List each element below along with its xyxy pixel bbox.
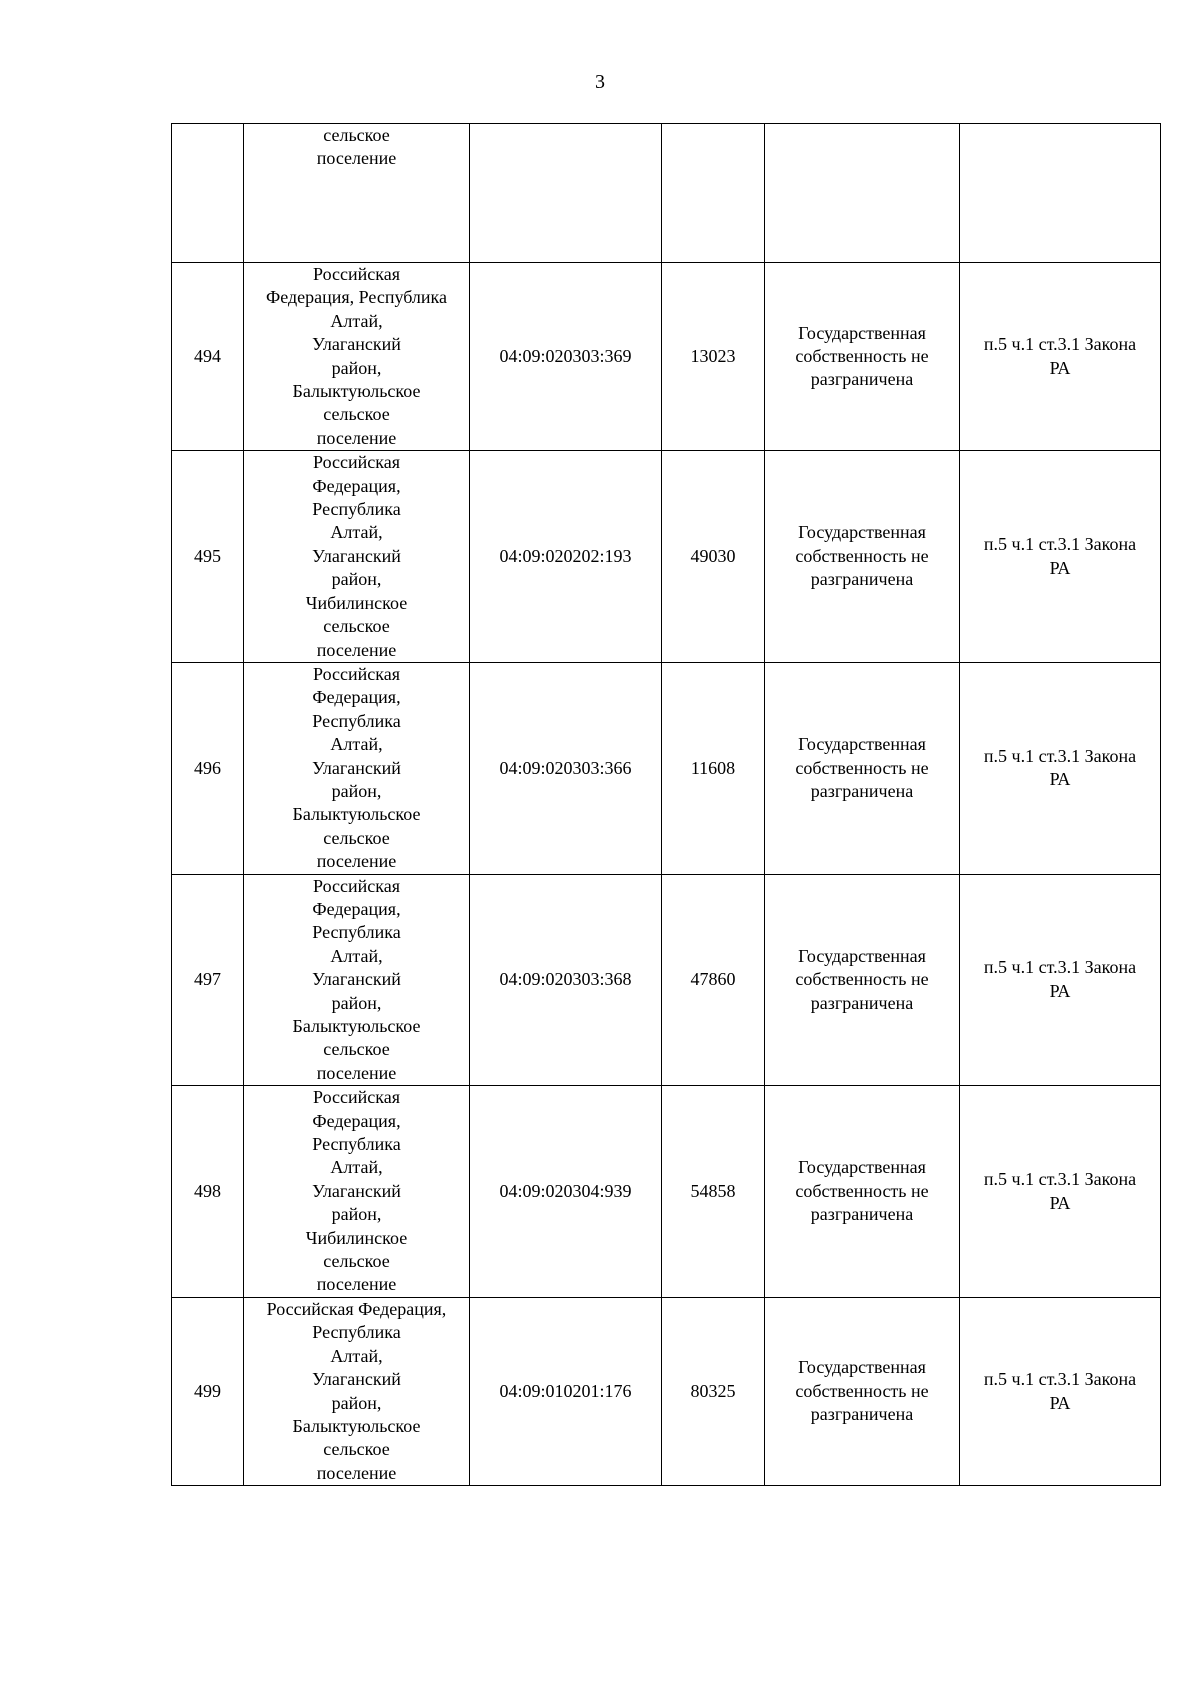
address-line: Федерация, (312, 687, 401, 708)
address-line: поселение (316, 427, 397, 448)
row-number-cell: 496 (172, 662, 244, 874)
address-line: Улаганский (312, 969, 401, 990)
legal-basis-line: п.5 ч.1 ст.3.1 Закона (983, 957, 1137, 978)
legal-basis-line: РА (1049, 1192, 1071, 1213)
address-line: Балыктуюльское (292, 1415, 421, 1436)
legal-basis-cell (960, 874, 1161, 1086)
address-line: Республика (312, 922, 401, 943)
address-line: Российская (313, 875, 400, 896)
address-line: Улаганский (312, 757, 401, 778)
address-cell (244, 1297, 470, 1485)
cadastral-number-cell: 04:09:020304:939 (470, 1086, 662, 1298)
ownership-line: собственность не (795, 969, 929, 990)
address-line: район, (331, 357, 382, 378)
ownership-line: собственность не (795, 345, 929, 366)
address-line: сельское (323, 1039, 390, 1060)
area-cell: 80325 (662, 1297, 765, 1485)
address-line: Российская (313, 663, 400, 684)
legal-basis-cell (960, 1297, 1161, 1485)
address-line: Федерация, Республика (265, 287, 448, 308)
page-number: 3 (595, 71, 605, 93)
ownership-cell (765, 1297, 960, 1485)
ownership-line: собственность не (795, 545, 929, 566)
table-row-continuation (172, 124, 1161, 263)
address-cell (244, 874, 470, 1086)
cadastral-number-cell: 04:09:020303:368 (470, 874, 662, 1086)
ownership-line: разграничена (810, 1204, 914, 1225)
legal-basis-cell (960, 662, 1161, 874)
legal-basis-line: РА (1049, 1392, 1071, 1413)
legal-basis-cell (960, 124, 1161, 263)
cadastral-number-cell: 04:09:020303:366 (470, 662, 662, 874)
address-line: Улаганский (312, 1180, 401, 1201)
ownership-cell (765, 451, 960, 663)
address-line: Республика (312, 499, 401, 520)
row-number-cell: 494 (172, 263, 244, 451)
address-line: Республика (312, 1322, 401, 1343)
address-line: поселение (316, 639, 397, 660)
legal-basis-line: п.5 ч.1 ст.3.1 Закона (983, 1169, 1137, 1190)
legal-basis-line: РА (1049, 769, 1071, 790)
address-line: Республика (312, 1134, 401, 1155)
cadastral-number-cell: 04:09:020303:369 (470, 263, 662, 451)
cadastral-number-cell: 04:09:010201:176 (470, 1297, 662, 1485)
address-line: район, (331, 1392, 382, 1413)
legal-basis-line: РА (1049, 557, 1071, 578)
address-line: сельское (323, 616, 390, 637)
address-line: сельское (323, 827, 390, 848)
ownership-cell (765, 263, 960, 451)
ownership-line: Государственная (798, 1157, 926, 1178)
address-line: Федерация, (312, 475, 401, 496)
legal-basis-line: п.5 ч.1 ст.3.1 Закона (983, 745, 1137, 766)
ownership-line: собственность не (795, 757, 929, 778)
address-line: Алтай, (330, 945, 383, 966)
ownership-line: Государственная (798, 1357, 926, 1378)
table-row (172, 451, 1161, 663)
table-row (172, 874, 1161, 1086)
legal-basis-line: РА (1049, 980, 1071, 1001)
row-number-cell: 498 (172, 1086, 244, 1298)
address-cell (244, 1086, 470, 1298)
ownership-line: разграничена (810, 1404, 914, 1425)
address-line: сельское (323, 1251, 390, 1272)
address-line: Улаганский (312, 545, 401, 566)
address-line: район, (331, 1204, 382, 1225)
ownership-line: разграничена (810, 369, 914, 390)
legal-basis-line: п.5 ч.1 ст.3.1 Закона (983, 534, 1137, 555)
legal-basis-line: п.5 ч.1 ст.3.1 Закона (983, 334, 1137, 355)
address-line: район, (331, 780, 382, 801)
address-line: поселение (316, 1062, 397, 1083)
ownership-line: собственность не (795, 1180, 929, 1201)
ownership-line: Государственная (798, 945, 926, 966)
table-row (172, 1297, 1161, 1485)
row-number-cell (172, 124, 244, 263)
table-row (172, 1086, 1161, 1298)
address-line: Федерация, (312, 898, 401, 919)
address-cell (244, 124, 470, 263)
address-line: Российская (313, 452, 400, 473)
address-cell (244, 263, 470, 451)
address-line: район, (331, 569, 382, 590)
address-line: Улаганский (312, 334, 401, 355)
address-cell (244, 451, 470, 663)
address-line: Российская (313, 264, 400, 284)
land-plots-table (171, 123, 1161, 1486)
ownership-line: собственность не (795, 1380, 929, 1401)
ownership-line: разграничена (810, 780, 914, 801)
address-line: Алтай, (330, 522, 383, 543)
address-line: Алтай, (330, 1345, 383, 1366)
address-line: Балыктуюльское (292, 1016, 421, 1036)
address-line: Республика (312, 710, 401, 731)
legal-basis-cell (960, 263, 1161, 451)
row-number-cell: 497 (172, 874, 244, 1086)
ownership-line: Государственная (798, 734, 926, 755)
address-line: Алтай, (330, 734, 383, 755)
address-line: поселение (316, 1462, 397, 1483)
address-line: Чибилинское (305, 592, 408, 613)
address-line: сельское (323, 125, 390, 145)
row-number-cell: 499 (172, 1297, 244, 1485)
address-line: сельское (323, 1439, 390, 1460)
area-cell: 13023 (662, 263, 765, 451)
address-line: поселение (316, 1274, 397, 1295)
address-line: Балыктуюльское (292, 804, 421, 825)
ownership-line: Государственная (798, 522, 926, 543)
legal-basis-cell (960, 1086, 1161, 1298)
cadastral-number-cell (470, 124, 662, 263)
ownership-line: разграничена (810, 992, 914, 1013)
legal-basis-line: РА (1049, 357, 1071, 378)
area-cell: 54858 (662, 1086, 765, 1298)
ownership-line: разграничена (810, 569, 914, 590)
address-line: район, (331, 992, 382, 1013)
ownership-cell (765, 124, 960, 263)
address-line: сельское (323, 404, 390, 425)
table-row (172, 662, 1161, 874)
address-line: Чибилинское (305, 1227, 408, 1248)
area-cell (662, 124, 765, 263)
ownership-cell (765, 662, 960, 874)
area-cell: 11608 (662, 662, 765, 874)
address-line: Улаганский (312, 1369, 401, 1390)
row-number-cell: 495 (172, 451, 244, 663)
legal-basis-line: п.5 ч.1 ст.3.1 Закона (983, 1369, 1137, 1390)
address-line: поселение (316, 148, 397, 169)
address-line: Российская Федерация, (266, 1298, 447, 1319)
ownership-line: Государственная (798, 322, 926, 343)
address-line: Алтай, (330, 1157, 383, 1178)
address-line: Балыктуюльское (292, 381, 421, 402)
legal-basis-cell (960, 451, 1161, 663)
address-line: поселение (316, 851, 397, 872)
address-cell (244, 662, 470, 874)
cadastral-number-cell: 04:09:020202:193 (470, 451, 662, 663)
ownership-cell (765, 1086, 960, 1298)
address-line: Алтай, (330, 310, 383, 331)
area-cell: 47860 (662, 874, 765, 1086)
table-row (172, 263, 1161, 451)
address-line: Федерация, (312, 1110, 401, 1131)
area-cell: 49030 (662, 451, 765, 663)
ownership-cell (765, 874, 960, 1086)
address-line: Российская (313, 1087, 400, 1108)
